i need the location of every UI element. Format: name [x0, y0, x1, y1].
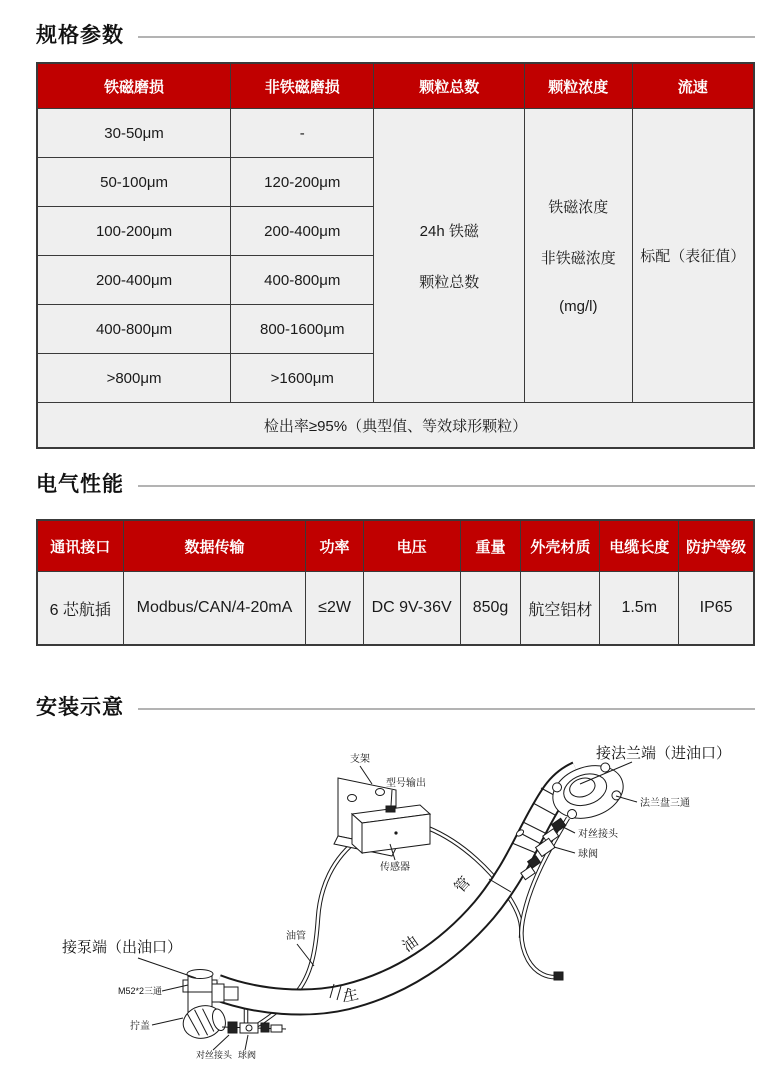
col-header-cable: 电缆长度 — [600, 520, 679, 572]
cell-power: ≤2W — [306, 572, 363, 646]
section-head-electrical — [36, 469, 755, 501]
svg-text:对丝接头: 对丝接头 — [196, 1050, 233, 1060]
col-header-weight: 重量 — [460, 520, 521, 572]
section-title-installation: 安装示意 — [36, 696, 124, 719]
cell-ferro: 200-400μm — [37, 256, 231, 305]
col-header-concentration: 颗粒浓度 — [525, 63, 633, 109]
col-header-voltage: 电压 — [363, 520, 460, 572]
col-header-ferro-wear: 铁磁磨损 — [37, 63, 231, 109]
svg-text:法兰盘三通: 法兰盘三通 — [640, 798, 690, 809]
spec-footnote-row — [37, 403, 754, 449]
cell-ferro: 50-100μm — [37, 158, 231, 207]
cell-ferro: 100-200μm — [37, 207, 231, 256]
main-pipe-char-1: 主 — [341, 985, 361, 1006]
cell-shell: 航空铝材 — [521, 572, 600, 646]
installation-diagram — [0, 726, 783, 1075]
cell-nonferro: 800-1600μm — [231, 305, 374, 354]
cell-ferro: >800μm — [37, 354, 231, 403]
label-oil-tube — [286, 929, 314, 966]
section-title-spec: 规格参数 — [36, 24, 124, 47]
elec-header-row — [37, 520, 754, 572]
label-ball-valve-bottom — [238, 1035, 256, 1060]
label-screw-cap — [130, 1018, 183, 1032]
col-header-data-transfer: 数据传输 — [123, 520, 306, 572]
label-bracket — [350, 752, 372, 784]
cell-weight: 850g — [460, 572, 521, 646]
col-header-flow: 流速 — [632, 63, 754, 109]
installation-diagram-svg — [0, 726, 783, 1075]
cell-nonferro: 200-400μm — [231, 207, 374, 256]
cell-concentration: 铁磁浓度 非铁磁浓度 (mg/l) — [525, 109, 633, 403]
col-header-shell: 外壳材质 — [521, 520, 600, 572]
cell-nonferro: - — [231, 109, 374, 158]
svg-text:球阀: 球阀 — [578, 849, 598, 860]
cell-data-transfer: Modbus/CAN/4-20mA — [123, 572, 306, 646]
spec-table — [36, 62, 755, 449]
section-head-spec — [36, 20, 755, 52]
label-flange-tee — [616, 796, 690, 809]
main-pipe-char-2: 油 — [399, 933, 422, 956]
svg-text:球阀: 球阀 — [238, 1050, 257, 1060]
col-header-power: 功率 — [306, 520, 363, 572]
label-threaded-joint-top — [561, 826, 619, 840]
section-head-installation — [36, 692, 755, 724]
cell-flow: 标配（表征值） — [632, 109, 754, 403]
svg-text:接法兰端（进油口）: 接法兰端（进油口） — [596, 745, 732, 762]
label-pump-end — [62, 939, 196, 978]
cell-cable: 1.5m — [600, 572, 679, 646]
cell-comm: 6 芯航插 — [37, 572, 123, 646]
detection-rate-note: 检出率≥95%（典型值、等效球形颗粒） — [37, 403, 754, 449]
cell-nonferro: 120-200μm — [231, 158, 374, 207]
cell-voltage: DC 9V-36V — [363, 572, 460, 646]
electrical-table — [36, 519, 755, 646]
section-rule — [138, 36, 755, 38]
spec-header-row — [37, 63, 754, 109]
elec-value-row — [37, 572, 754, 646]
svg-text:油管: 油管 — [286, 931, 306, 942]
section-rule — [138, 708, 755, 710]
section-rule — [138, 485, 755, 487]
table-row — [37, 109, 754, 158]
col-header-nonferro-wear: 非铁磁磨损 — [231, 63, 374, 109]
bottom-fitting-string — [222, 1022, 286, 1033]
cell-ferro: 400-800μm — [37, 305, 231, 354]
col-header-protection: 防护等级 — [679, 520, 754, 572]
label-m52-tee — [118, 985, 188, 996]
cell-protection: IP65 — [679, 572, 754, 646]
label-ball-valve-top — [554, 847, 598, 860]
svg-text:对丝接头: 对丝接头 — [578, 829, 618, 840]
svg-text:型号输出: 型号输出 — [386, 778, 426, 789]
svg-text:传感器: 传感器 — [380, 862, 410, 873]
cell-particle-total: 24h 铁磁 颗粒总数 — [374, 109, 525, 403]
col-header-comm: 通讯接口 — [37, 520, 123, 572]
svg-text:支架: 支架 — [350, 754, 370, 765]
svg-text:M52*2三通: M52*2三通 — [118, 986, 163, 996]
cell-nonferro: 400-800μm — [231, 256, 374, 305]
cell-nonferro: >1600μm — [231, 354, 374, 403]
flange-tee-assembly — [546, 757, 630, 827]
tube-end-fitting — [554, 972, 563, 980]
main-pipe-char-3: 管 — [451, 873, 474, 897]
svg-text:拧盖: 拧盖 — [130, 1021, 150, 1032]
cell-ferro: 30-50μm — [37, 109, 231, 158]
svg-text:接泵端（出油口）: 接泵端（出油口） — [62, 939, 183, 956]
col-header-particle-total: 颗粒总数 — [374, 63, 525, 109]
section-title-electrical: 电气性能 — [36, 473, 124, 496]
